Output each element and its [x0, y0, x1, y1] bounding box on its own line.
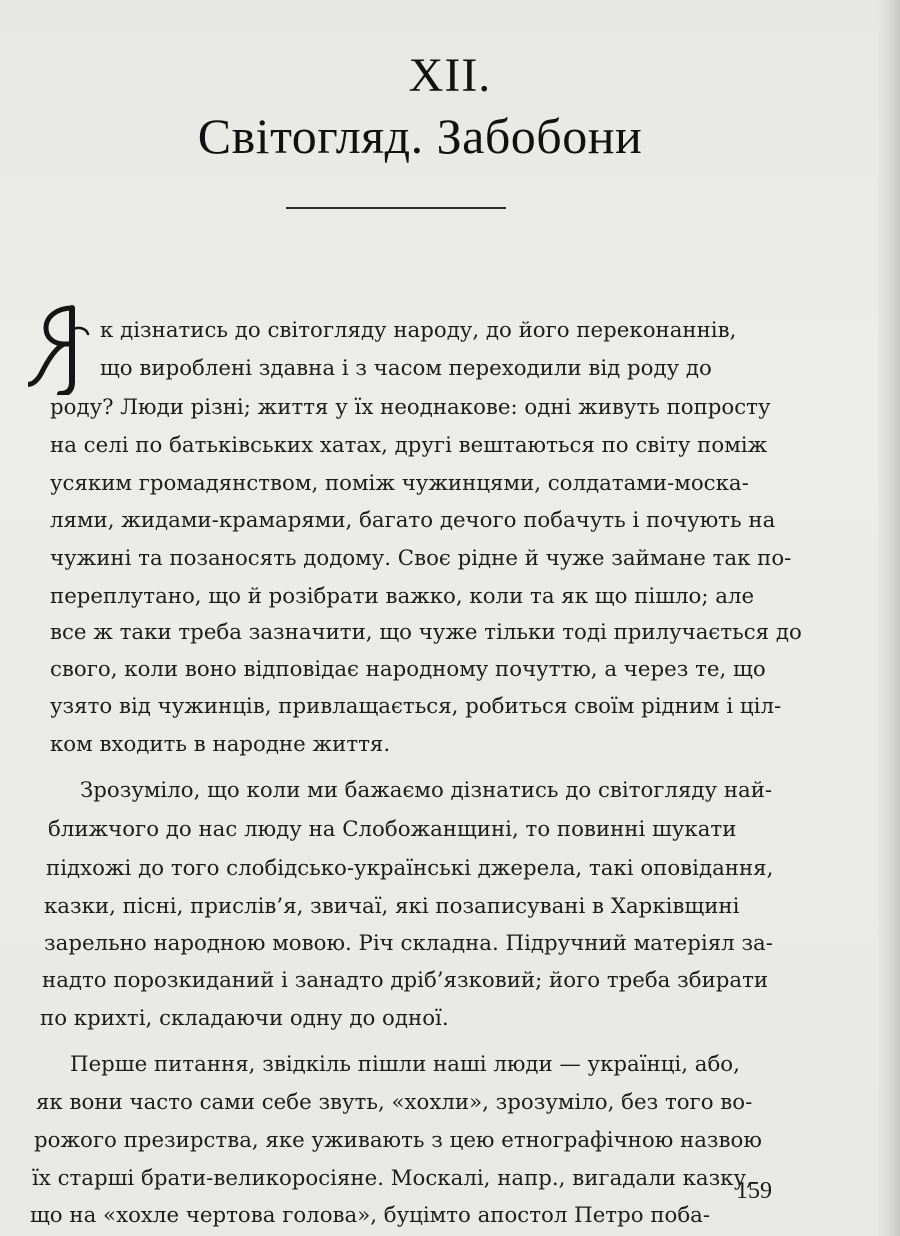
paragraph-1-line-11: узято від чужинців, привлащається, робиться своїм рідним і ціл-	[50, 694, 782, 719]
paragraph-2-line-5: зарельно народною мовою. Річ складна. Підручний матеріял за-	[44, 931, 773, 956]
paragraph-1-line-5: усяким громадянством, поміж чужинцями, солдатами-моска-	[50, 471, 749, 496]
paragraph-1-line-12: ком входить в народне життя.	[50, 732, 391, 757]
title-divider	[286, 207, 506, 209]
paragraph-1-line-3: роду? Люди різні; життя у їх неоднакове: одні живуть попросту	[50, 395, 771, 420]
paragraph-3-line-2: як вони часто сами себе звуть, «хохли», зрозуміло, без того во-	[36, 1090, 753, 1115]
paragraph-3-line-5: що на «хохле чертова голова», буцімто апостол Петро поба-	[30, 1203, 711, 1228]
page-number: 159	[736, 1178, 772, 1204]
paragraph-2-line-1: Зрозуміло, що коли ми бажаємо дізнатись до світогляду най-	[80, 778, 773, 803]
drop-cap	[28, 300, 88, 390]
paragraph-1-line-7: чужині та позаносять додому. Своє рідне й чуже займане так по-	[50, 546, 792, 571]
paragraph-2-line-3: підхожі до того слобідсько-українські джерела, такі оповідання,	[46, 856, 774, 881]
paragraph-3-line-3: рожого презирства, яке уживають з цею етнографічною назвою	[34, 1128, 762, 1153]
paragraph-1-line-10: свого, коли воно відповідає народному почуттю, а через те, що	[50, 657, 766, 682]
paragraph-1-line-4: на селі по батьківських хатах, другі вештаються по світу поміж	[50, 433, 768, 458]
paragraph-1-line-8: переплутано, що й розібрати важко, коли та як що пішло; але	[50, 584, 755, 609]
paragraph-2-line-6: надто порозкиданий і занадто дріб’язковий; його треба збирати	[42, 968, 769, 993]
paragraph-2-line-7: по крихті, складаючи одну до одної.	[40, 1006, 449, 1031]
paragraph-1-line-2: що вироблені здавна і з часом переходили від роду до	[100, 356, 712, 381]
drop-cap-ornament-icon	[28, 300, 98, 395]
paragraph-2-line-4: казки, пісні, прислів’я, звичаї, які позаписувані в Харківщині	[44, 894, 740, 919]
paragraph-3-line-1: Перше питання, звідкіль пішли наші люди — українці, або,	[70, 1052, 740, 1077]
chapter-title: Світогляд. Забобони	[197, 108, 643, 164]
paragraph-1-line-6: лями, жидами-крамарями, багато дечого побачуть і почують на	[50, 508, 776, 533]
paragraph-1-line-9: все ж таки треба зазначити, що чуже тільки тоді прилучається до	[50, 620, 802, 645]
chapter-number: XII.	[408, 49, 492, 102]
paragraph-1-line-1: к дізнатись до світогляду народу, до його переконаннів,	[100, 318, 737, 343]
paragraph-3-line-4: їх старші брати-великоросіяне. Москалі, напр., вигадали казку,	[32, 1166, 753, 1191]
paragraph-2-line-2: ближчого до нас люду на Слобожанщині, то повинні шукати	[48, 817, 737, 842]
